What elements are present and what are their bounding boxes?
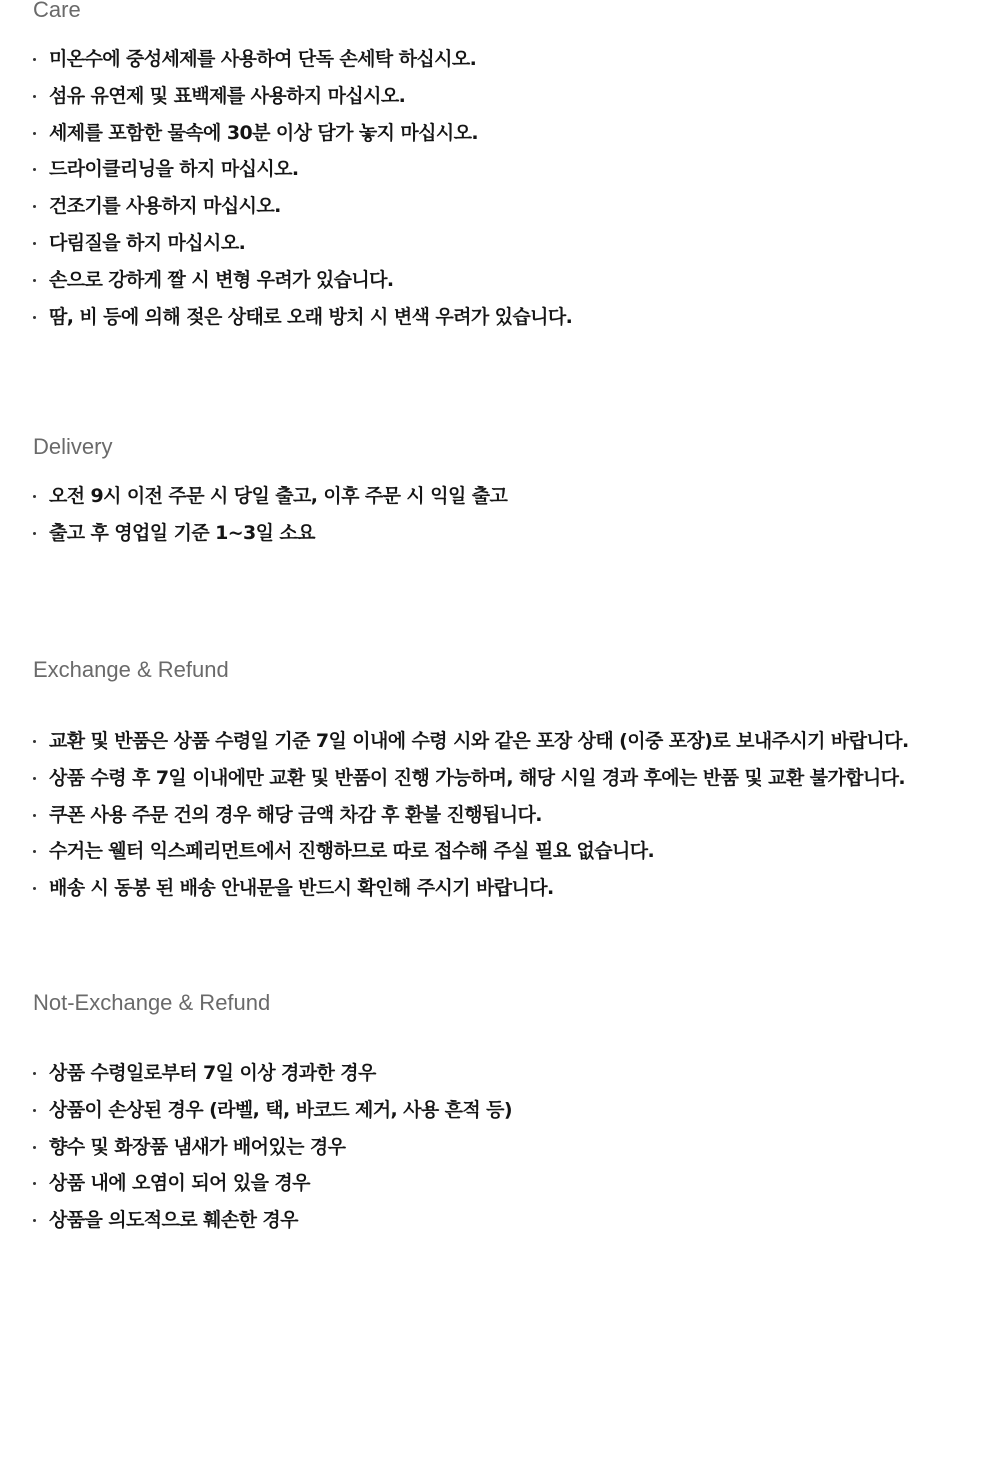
item-text: 향수 및 화장품 냄새가 배어있는 경우 bbox=[49, 1135, 346, 1158]
list-item bbox=[33, 515, 973, 552]
bullet-icon bbox=[33, 814, 36, 817]
item-text: 상품 수령 후 7일 이내에만 교환 및 반품이 진행 가능하며, 해당 시일 경과 후에는 반품 및 교환 불가합니다. bbox=[49, 766, 906, 789]
item-text: 상품 수령일로부터 7일 이상 경과한 경우 bbox=[49, 1062, 376, 1084]
item-text: 상품이 손상된 경우 (라벨, 택, 바코드 제거, 사용 흔적 등) bbox=[49, 1098, 512, 1121]
item-text: 오전 9시 이전 주문 시 당일 출고, 이후 주문 시 익일 출고 bbox=[49, 485, 508, 507]
bullet-icon bbox=[33, 168, 36, 171]
not-exchange-refund-list bbox=[33, 1055, 973, 1239]
list-item bbox=[33, 188, 973, 225]
bullet-icon bbox=[33, 532, 36, 535]
list-item bbox=[33, 1202, 973, 1239]
item-text: 교환 및 반품은 상품 수령일 기준 7일 이내에 수령 시와 같은 포장 상태 (이중 포장)로 보내주시기 바랍니다. bbox=[49, 730, 909, 752]
exchange-refund-section bbox=[33, 657, 973, 907]
bullet-icon bbox=[33, 887, 36, 890]
bullet-icon bbox=[33, 205, 36, 208]
bullet-icon bbox=[33, 95, 36, 98]
bullet-icon bbox=[33, 132, 36, 135]
item-text: 다림질을 하지 마십시오. bbox=[49, 231, 246, 254]
list-item bbox=[33, 1165, 973, 1202]
delivery-title: Delivery bbox=[33, 434, 113, 459]
exchange-refund-title: Exchange & Refund bbox=[33, 657, 229, 682]
care-title: Care bbox=[33, 0, 81, 22]
bullet-icon bbox=[33, 316, 36, 319]
bullet-icon bbox=[33, 1109, 36, 1112]
list-item bbox=[33, 723, 973, 760]
item-text: 출고 후 영업일 기준 1~3일 소요 bbox=[49, 521, 315, 544]
bullet-icon bbox=[33, 58, 36, 61]
care-list bbox=[33, 41, 973, 335]
list-item bbox=[33, 797, 973, 834]
list-item bbox=[33, 115, 973, 152]
list-item bbox=[33, 1092, 973, 1129]
delivery-section bbox=[33, 434, 973, 552]
bullet-icon bbox=[33, 242, 36, 245]
exchange-refund-list bbox=[33, 723, 973, 907]
bullet-icon bbox=[33, 850, 36, 853]
item-text: 배송 시 동봉 된 배송 안내문을 반드시 확인해 주시기 바랍니다. bbox=[49, 877, 554, 900]
care-section bbox=[33, 0, 973, 335]
not-exchange-refund-section bbox=[33, 990, 973, 1239]
item-text: 미온수에 중성세제를 사용하여 단독 손세탁 하십시오. bbox=[49, 48, 477, 70]
list-item bbox=[33, 1129, 973, 1166]
list-item bbox=[33, 1055, 973, 1092]
item-text: 세제를 포함한 물속에 30분 이상 담가 놓지 마십시오. bbox=[49, 121, 479, 144]
bullet-icon bbox=[33, 1146, 36, 1149]
delivery-list bbox=[33, 478, 973, 552]
item-text: 상품 내에 오염이 되어 있을 경우 bbox=[49, 1172, 310, 1195]
list-item bbox=[33, 78, 973, 115]
list-item bbox=[33, 478, 973, 515]
bullet-icon bbox=[33, 740, 36, 743]
item-text: 땀, 비 등에 의해 젖은 상태로 오래 방치 시 변색 우려가 있습니다. bbox=[49, 305, 573, 328]
item-text: 손으로 강하게 짤 시 변형 우려가 있습니다. bbox=[49, 268, 394, 291]
bullet-icon bbox=[33, 279, 36, 282]
item-text: 수거는 웰터 익스페리먼트에서 진행하므로 따로 접수해 주실 필요 없습니다. bbox=[49, 840, 655, 863]
bullet-icon bbox=[33, 1182, 36, 1185]
bullet-icon bbox=[33, 495, 36, 498]
bullet-icon bbox=[33, 1219, 36, 1222]
list-item bbox=[33, 833, 973, 870]
bullet-icon bbox=[33, 777, 36, 780]
list-item bbox=[33, 870, 973, 907]
list-item bbox=[33, 41, 973, 78]
item-text: 상품을 의도적으로 훼손한 경우 bbox=[49, 1209, 298, 1232]
item-text: 쿠폰 사용 주문 건의 경우 해당 금액 차감 후 환불 진행됩니다. bbox=[49, 803, 542, 826]
list-item bbox=[33, 151, 973, 188]
list-item bbox=[33, 262, 973, 299]
item-text: 섬유 유연제 및 표백제를 사용하지 마십시오. bbox=[49, 84, 406, 107]
list-item bbox=[33, 760, 973, 797]
list-item bbox=[33, 225, 973, 262]
bullet-icon bbox=[33, 1072, 36, 1075]
list-item bbox=[33, 299, 973, 336]
item-text: 건조기를 사용하지 마십시오. bbox=[49, 195, 281, 218]
item-text: 드라이클리닝을 하지 마십시오. bbox=[49, 158, 299, 181]
not-exchange-refund-title: Not-Exchange & Refund bbox=[33, 990, 271, 1015]
